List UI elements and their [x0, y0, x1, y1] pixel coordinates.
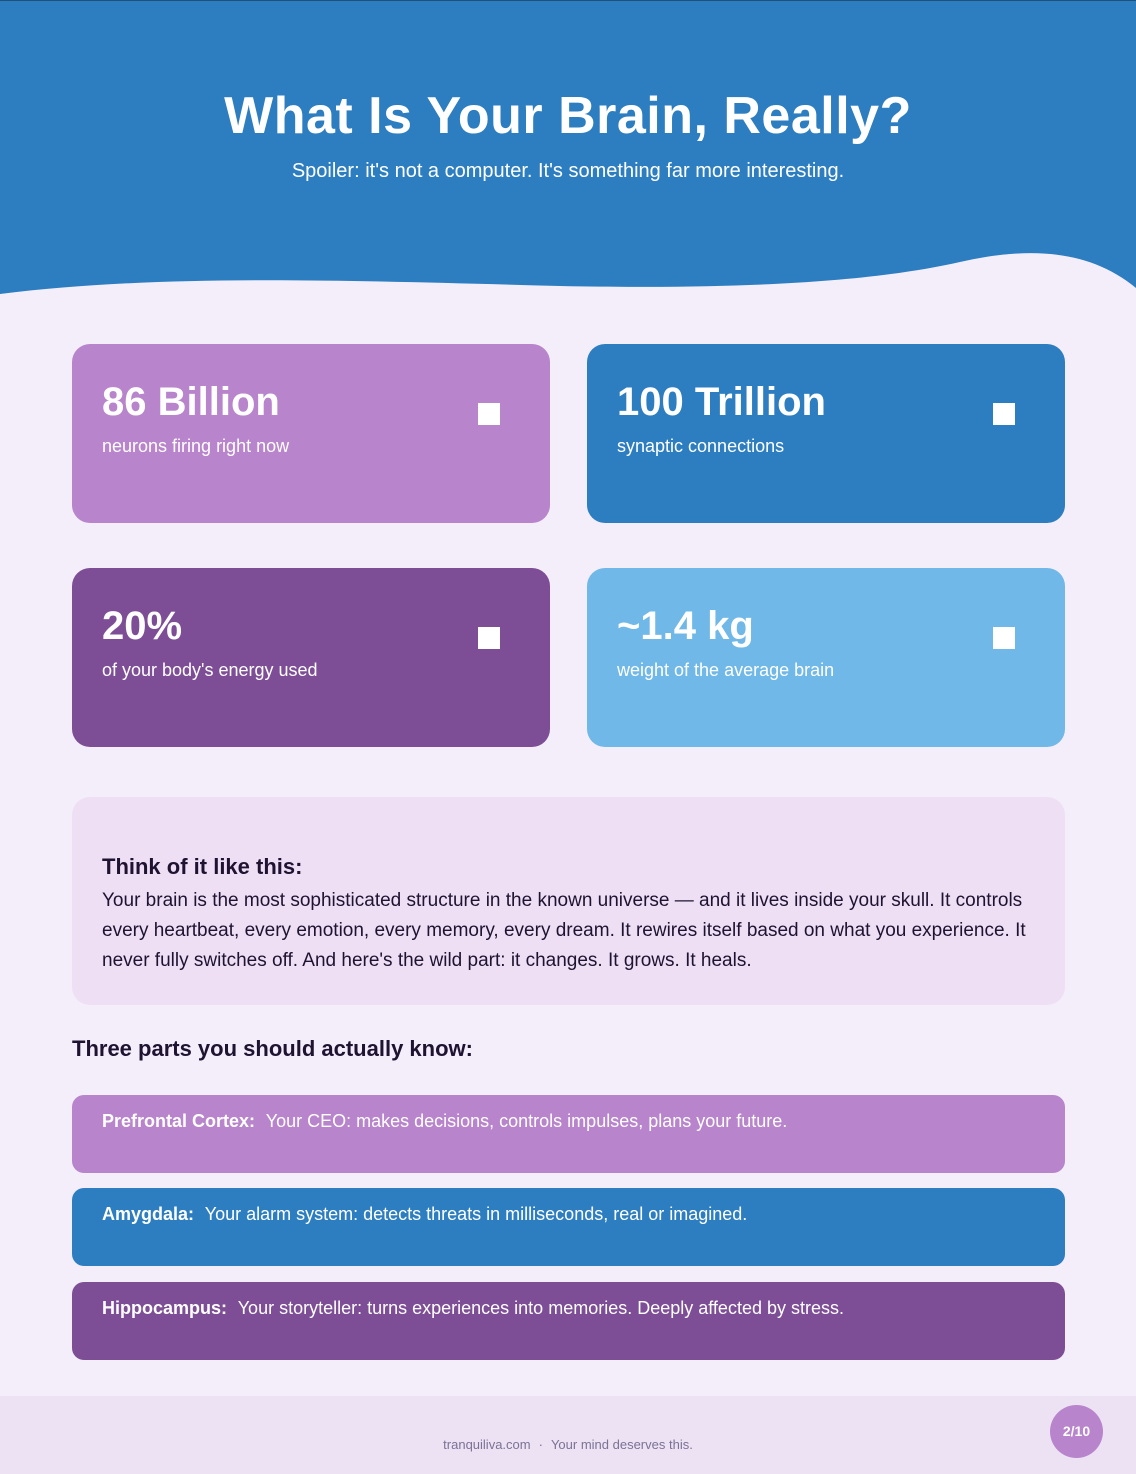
- stat-card-energy: [72, 568, 550, 747]
- stat-caption: of your body's energy used: [102, 660, 318, 680]
- part-card-amygdala: [72, 1188, 1065, 1266]
- page-number-badge: 2/10: [1050, 1405, 1103, 1458]
- part-description: Your alarm system: detects threats in milliseconds, real or imagined.: [204, 1204, 748, 1224]
- square-icon: [478, 627, 500, 649]
- header-wave-background: [0, 0, 1136, 300]
- part-description: Your storyteller: turns experiences into memories. Deeply affected by stress.: [237, 1298, 844, 1318]
- footer-separator: ·: [538, 1437, 543, 1452]
- top-border: [0, 0, 1136, 1]
- callout-title: Think of it like this:: [102, 854, 303, 879]
- header-banner: [0, 0, 1136, 300]
- stat-card-synapses: [587, 344, 1065, 523]
- stat-card-weight: [587, 568, 1065, 747]
- callout-body: Your brain is the most sophisticated structure in the known universe — and it lives inside your skull. It controls every heartbeat, every emotion, every memory, every dream. It rewires itself based on what you experience. It never fully switches off. And here's the wild part: it changes. It grows. It heals.: [102, 890, 1026, 971]
- square-icon: [993, 403, 1015, 425]
- part-card-hippocampus: [72, 1282, 1065, 1360]
- part-name: Hippocampus:: [102, 1298, 228, 1318]
- part-description: Your CEO: makes decisions, controls impulses, plans your future.: [265, 1111, 788, 1131]
- page-title: What Is Your Brain, Really?: [224, 87, 912, 145]
- part-name: Prefrontal Cortex:: [102, 1111, 256, 1131]
- stat-caption: synaptic connections: [617, 436, 785, 456]
- callout-box: [72, 797, 1065, 1005]
- footer-tagline: Your mind deserves this.: [550, 1437, 693, 1452]
- stat-card-neurons: [72, 344, 550, 523]
- part-card-prefrontal-cortex: [72, 1095, 1065, 1173]
- stat-value: 86 Billion: [102, 380, 280, 424]
- stat-caption: neurons firing right now: [102, 436, 290, 456]
- stat-value: ~1.4 kg: [617, 604, 754, 648]
- page-subtitle: Spoiler: it's not a computer. It's something far more interesting.: [291, 160, 845, 182]
- stat-caption: weight of the average brain: [617, 660, 835, 680]
- footer-site-link[interactable]: tranquiliva.com: [443, 1437, 531, 1452]
- footer: [0, 1396, 1136, 1474]
- footer-text: [0, 1437, 1136, 1452]
- part-name: Amygdala:: [102, 1204, 195, 1224]
- parts-heading: Three parts you should actually know:: [72, 1036, 473, 1061]
- stat-value: 100 Trillion: [617, 380, 826, 424]
- stat-value: 20%: [102, 604, 183, 648]
- square-icon: [993, 627, 1015, 649]
- square-icon: [478, 403, 500, 425]
